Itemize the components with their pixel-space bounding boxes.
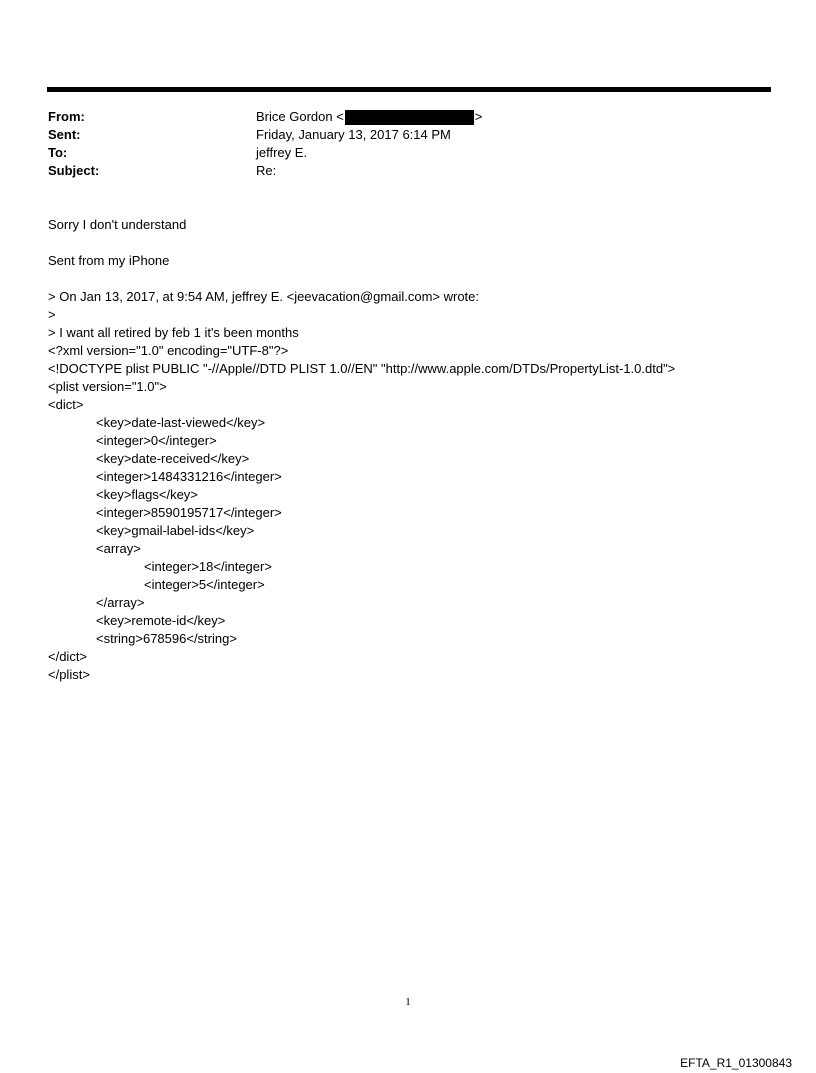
plist-line: <plist version="1.0"> [48,379,167,394]
sent-row [48,126,748,144]
plist-line: <?xml version="1.0" encoding="UTF-8"?> [48,343,289,358]
plist-line: </array> [96,595,145,610]
plist-line: <key>gmail-label-ids</key> [96,523,255,538]
from-row [48,108,748,126]
body-signature: Sent from my iPhone [48,253,170,268]
plist-line: <integer>0</integer> [96,433,217,448]
to-row [48,144,748,162]
subject-row [48,162,748,180]
plist-line: <key>flags</key> [96,487,198,502]
from-value [256,108,748,126]
plist-line: <key>remote-id</key> [96,613,226,628]
plist-line: <string>678596</string> [96,631,237,646]
email-body [48,216,788,684]
plist-line: <integer>5</integer> [144,577,265,592]
plist-line: <array> [96,541,141,556]
sent-label: Sent: [48,127,81,142]
plist-line: <integer>1484331216</integer> [96,469,282,484]
plist-line: <key>date-received</key> [96,451,250,466]
plist-line: <key>date-last-viewed</key> [96,415,266,430]
body-line: Sorry I don't understand [48,217,187,232]
email-header [48,108,748,180]
quoted-line: > [48,307,56,322]
quoted-line: > On Jan 13, 2017, at 9:54 AM, jeffrey E. <jeevacation@gmail.com> wrote: [48,289,479,304]
from-name: Brice Gordon < [256,109,344,124]
header-divider [47,87,771,92]
sent-value: Friday, January 13, 2017 6:14 PM [256,127,451,142]
plist-line: <!DOCTYPE plist PUBLIC "-//Apple//DTD PLIST 1.0//EN" "http://www.apple.com/DTDs/PropertyList-1.0.dtd"> [48,361,676,376]
bates-number: EFTA_R1_01300843 [680,1056,792,1070]
page-number: 1 [405,996,411,1008]
quoted-line: > I want all retired by feb 1 it's been months [48,325,299,340]
from-label: From: [48,109,85,124]
plist-line: <integer>8590195717</integer> [96,505,282,520]
to-value: jeffrey E. [256,145,308,160]
from-close-bracket: > [474,109,483,124]
subject-label: Subject: [48,163,100,178]
to-label: To: [48,145,68,160]
subject-value: Re: [256,163,277,178]
plist-line: <dict> [48,397,84,412]
plist-line: </dict> [48,649,88,664]
redaction-block [345,110,474,125]
plist-line: <integer>18</integer> [144,559,272,574]
plist-line: </plist> [48,667,90,682]
